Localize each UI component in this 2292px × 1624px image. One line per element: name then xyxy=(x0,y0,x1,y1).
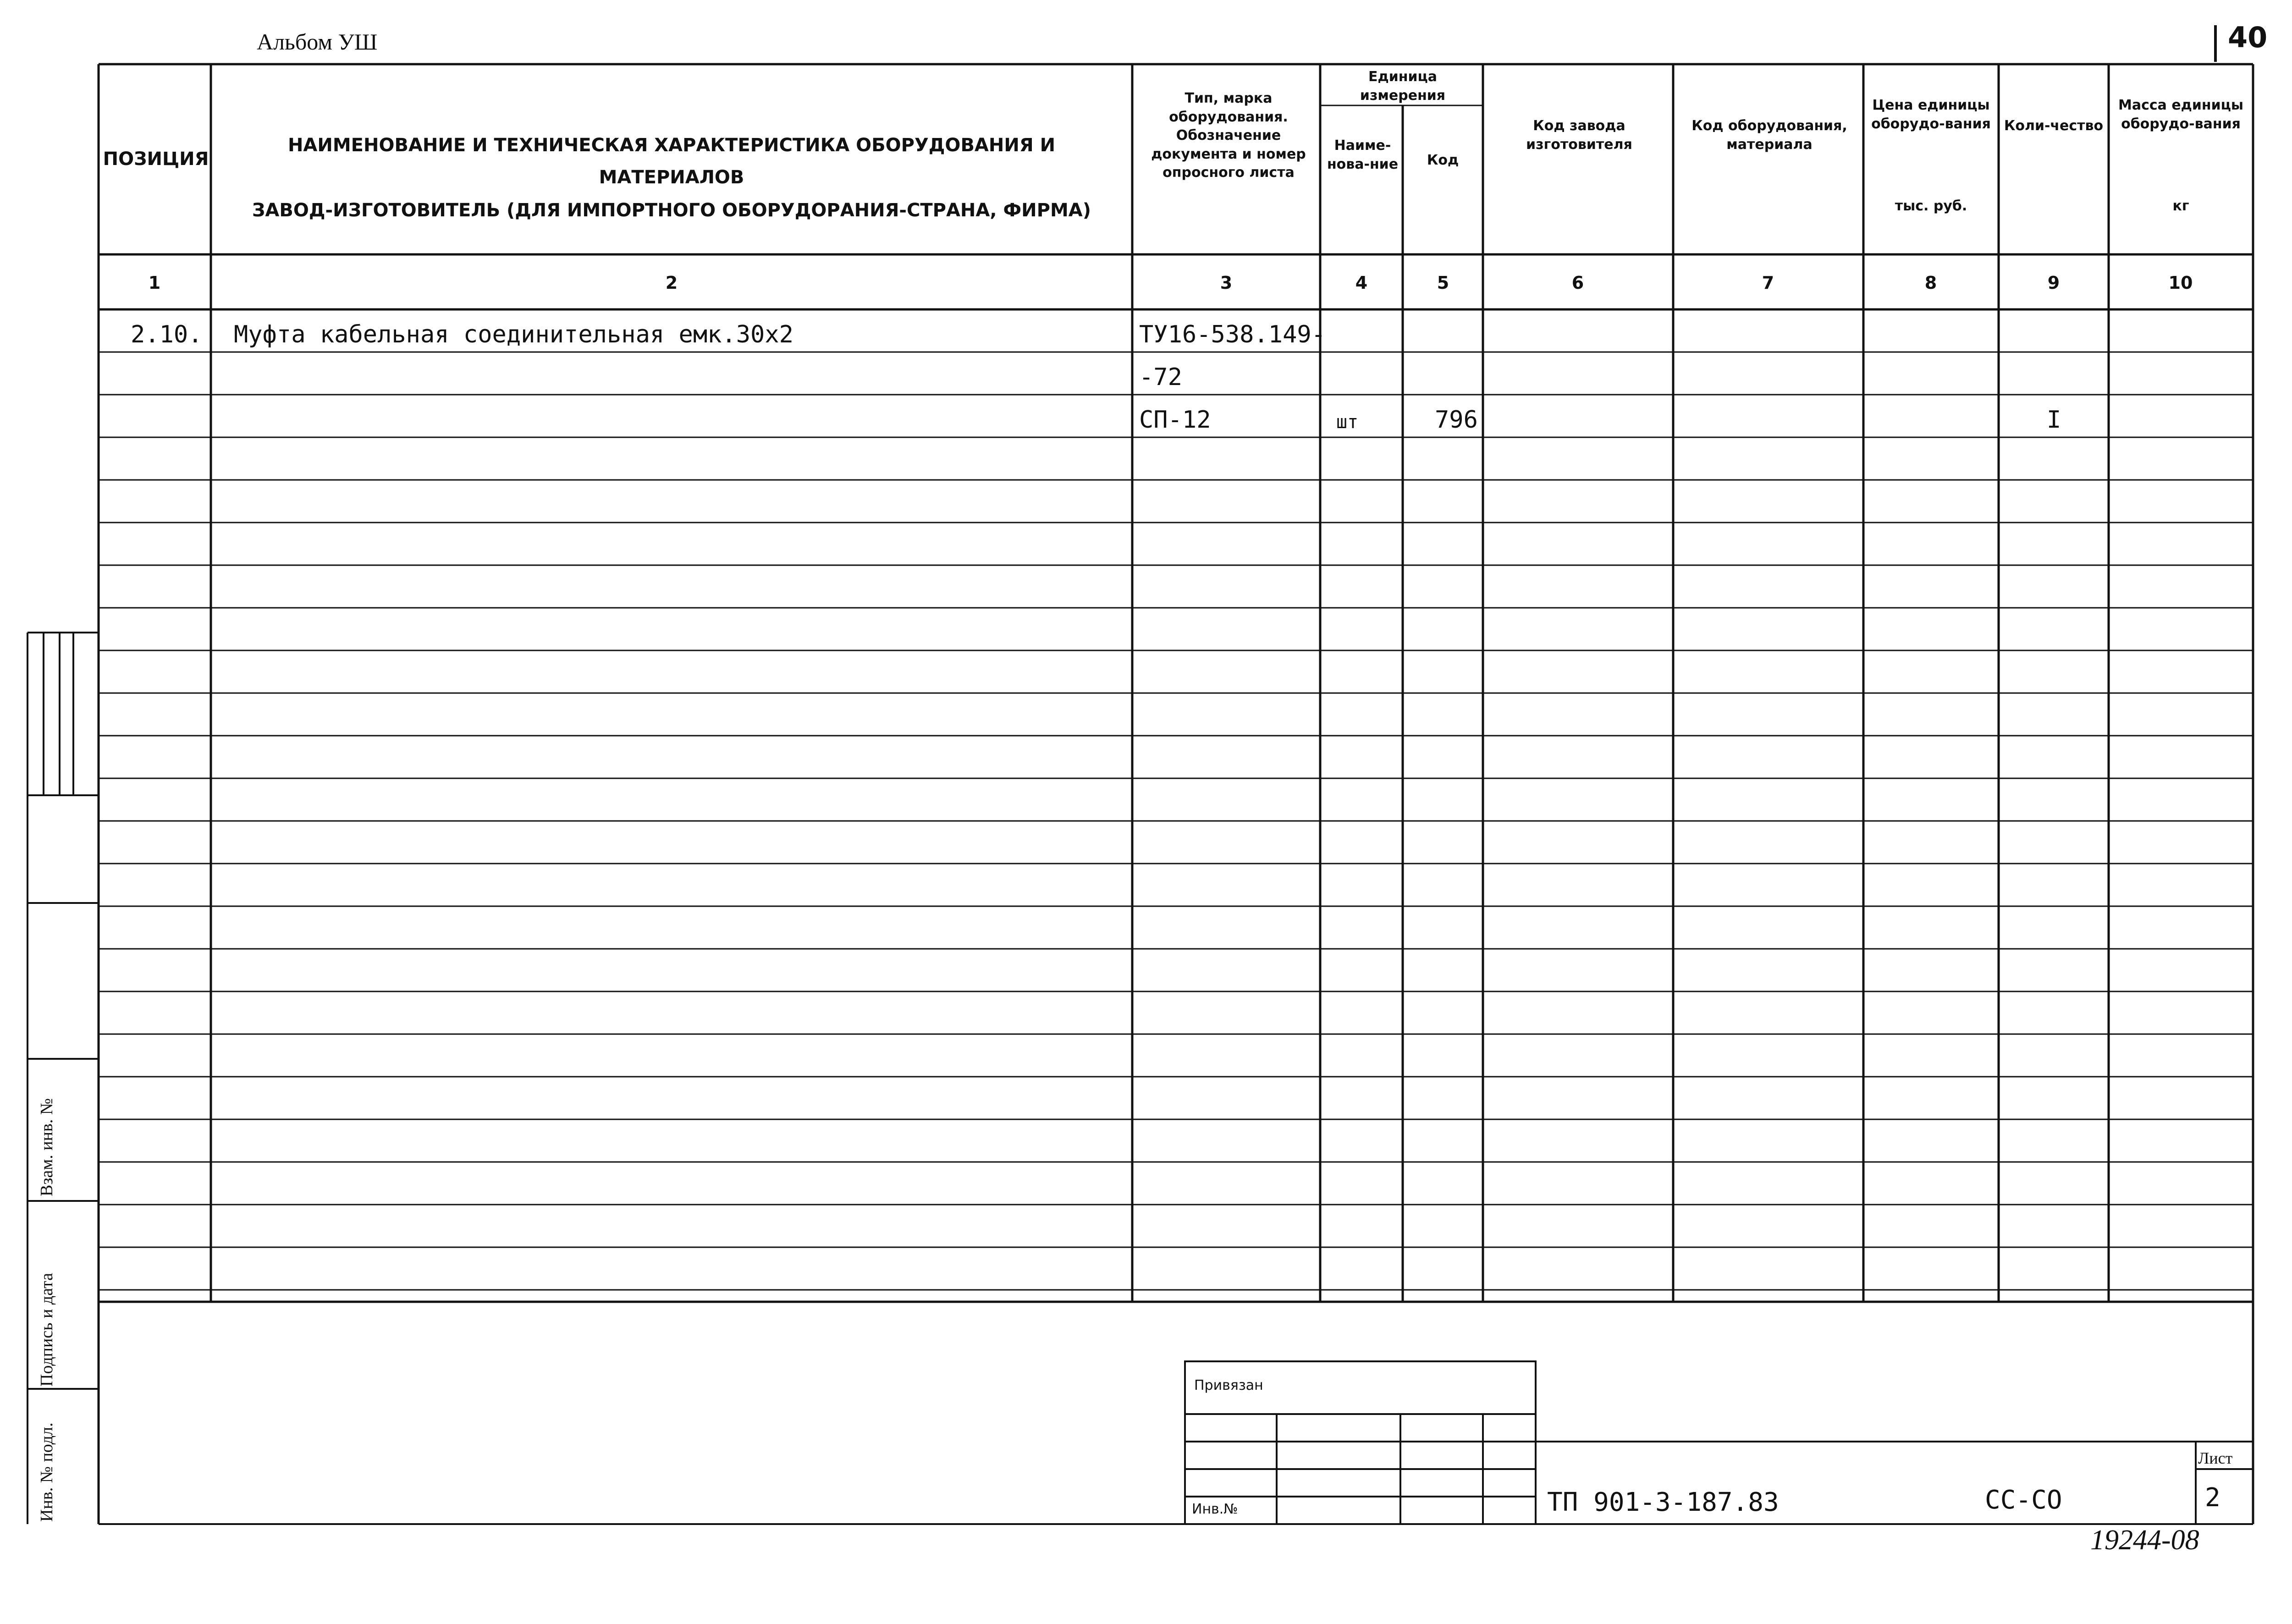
row-type: ТУ16-538.149- xyxy=(1139,321,1326,348)
row-unit: шт xyxy=(1336,412,1359,433)
side-label-replaced-inv: Взам. инв. № xyxy=(37,1098,56,1196)
row-position: 2.10. xyxy=(131,321,203,348)
row-type: -72 xyxy=(1139,363,1182,391)
row-quantity: I xyxy=(2047,406,2061,434)
row-name: Муфта кабельная соединительная емк.30х2 xyxy=(234,321,793,348)
footer-number: 19244-08 xyxy=(2090,1525,2199,1556)
page-number: 40 xyxy=(2228,21,2268,54)
column-number: 10 xyxy=(2168,273,2193,293)
document-code: ТП 901-3-187.83 xyxy=(1547,1487,1779,1517)
column-number: 5 xyxy=(1437,273,1449,293)
stamp-inventory-label: Инв.№ xyxy=(1192,1501,1238,1517)
column-number: 8 xyxy=(1924,273,1937,293)
column-number: 3 xyxy=(1220,273,1233,293)
side-label-original-inv: Инв. № подл. xyxy=(37,1422,56,1522)
header-mass-unit: кг xyxy=(2172,198,2189,214)
column-number: 1 xyxy=(148,273,161,293)
header-unit: Единица измерения xyxy=(1360,69,1446,104)
column-number: 9 xyxy=(2047,273,2060,293)
sheet-value: 2 xyxy=(2205,1483,2220,1513)
header-position: ПОЗИЦИЯ xyxy=(103,149,209,170)
column-number: 7 xyxy=(1762,273,1774,293)
column-number: 4 xyxy=(1355,273,1368,293)
stamp-tied-label: Привязан xyxy=(1194,1377,1263,1393)
header-type: Тип, марка оборудования. Обозначение документа и номер опросного листа xyxy=(1151,90,1306,181)
header-factory: Код завода изготовителя xyxy=(1526,118,1632,153)
row-code: 796 xyxy=(1435,406,1478,434)
header-price-unit: тыс. руб. xyxy=(1895,198,1967,214)
album-label: Альбом УШ xyxy=(257,29,378,55)
header-name-line1: НАИМЕНОВАНИЕ И ТЕХНИЧЕСКАЯ ХАРАКТЕРИСТИКА ОБОРУДОВАНИЯ И xyxy=(287,135,1056,156)
header-quantity: Коли-чество xyxy=(2004,118,2104,134)
sheet-label: Лист xyxy=(2198,1449,2233,1467)
header-unit-code: Код xyxy=(1427,152,1459,168)
column-number: 6 xyxy=(1571,273,1584,293)
document-suffix: СС-СО xyxy=(1985,1485,2062,1515)
header-unit-name: Наиме-нова-ние xyxy=(1327,138,1399,172)
header-name-line2: МАТЕРИАЛОВ xyxy=(599,167,744,188)
header-price: Цена единицы оборудо-вания xyxy=(1871,97,1991,132)
header-mass: Масса единицы оборудо-вания xyxy=(2118,97,2244,132)
header-name-line3: ЗАВОД-ИЗГОТОВИТЕЛЬ (ДЛЯ ИМПОРТНОГО ОБОРУДОРАНИЯ-СТРАНА, ФИРМА) xyxy=(252,200,1091,221)
column-number: 2 xyxy=(665,273,678,293)
side-label-signature-date: Подпись и дата xyxy=(37,1272,56,1387)
header-equipment-code: Код оборудования, материала xyxy=(1691,118,1847,153)
row-type: СП-12 xyxy=(1139,406,1211,434)
